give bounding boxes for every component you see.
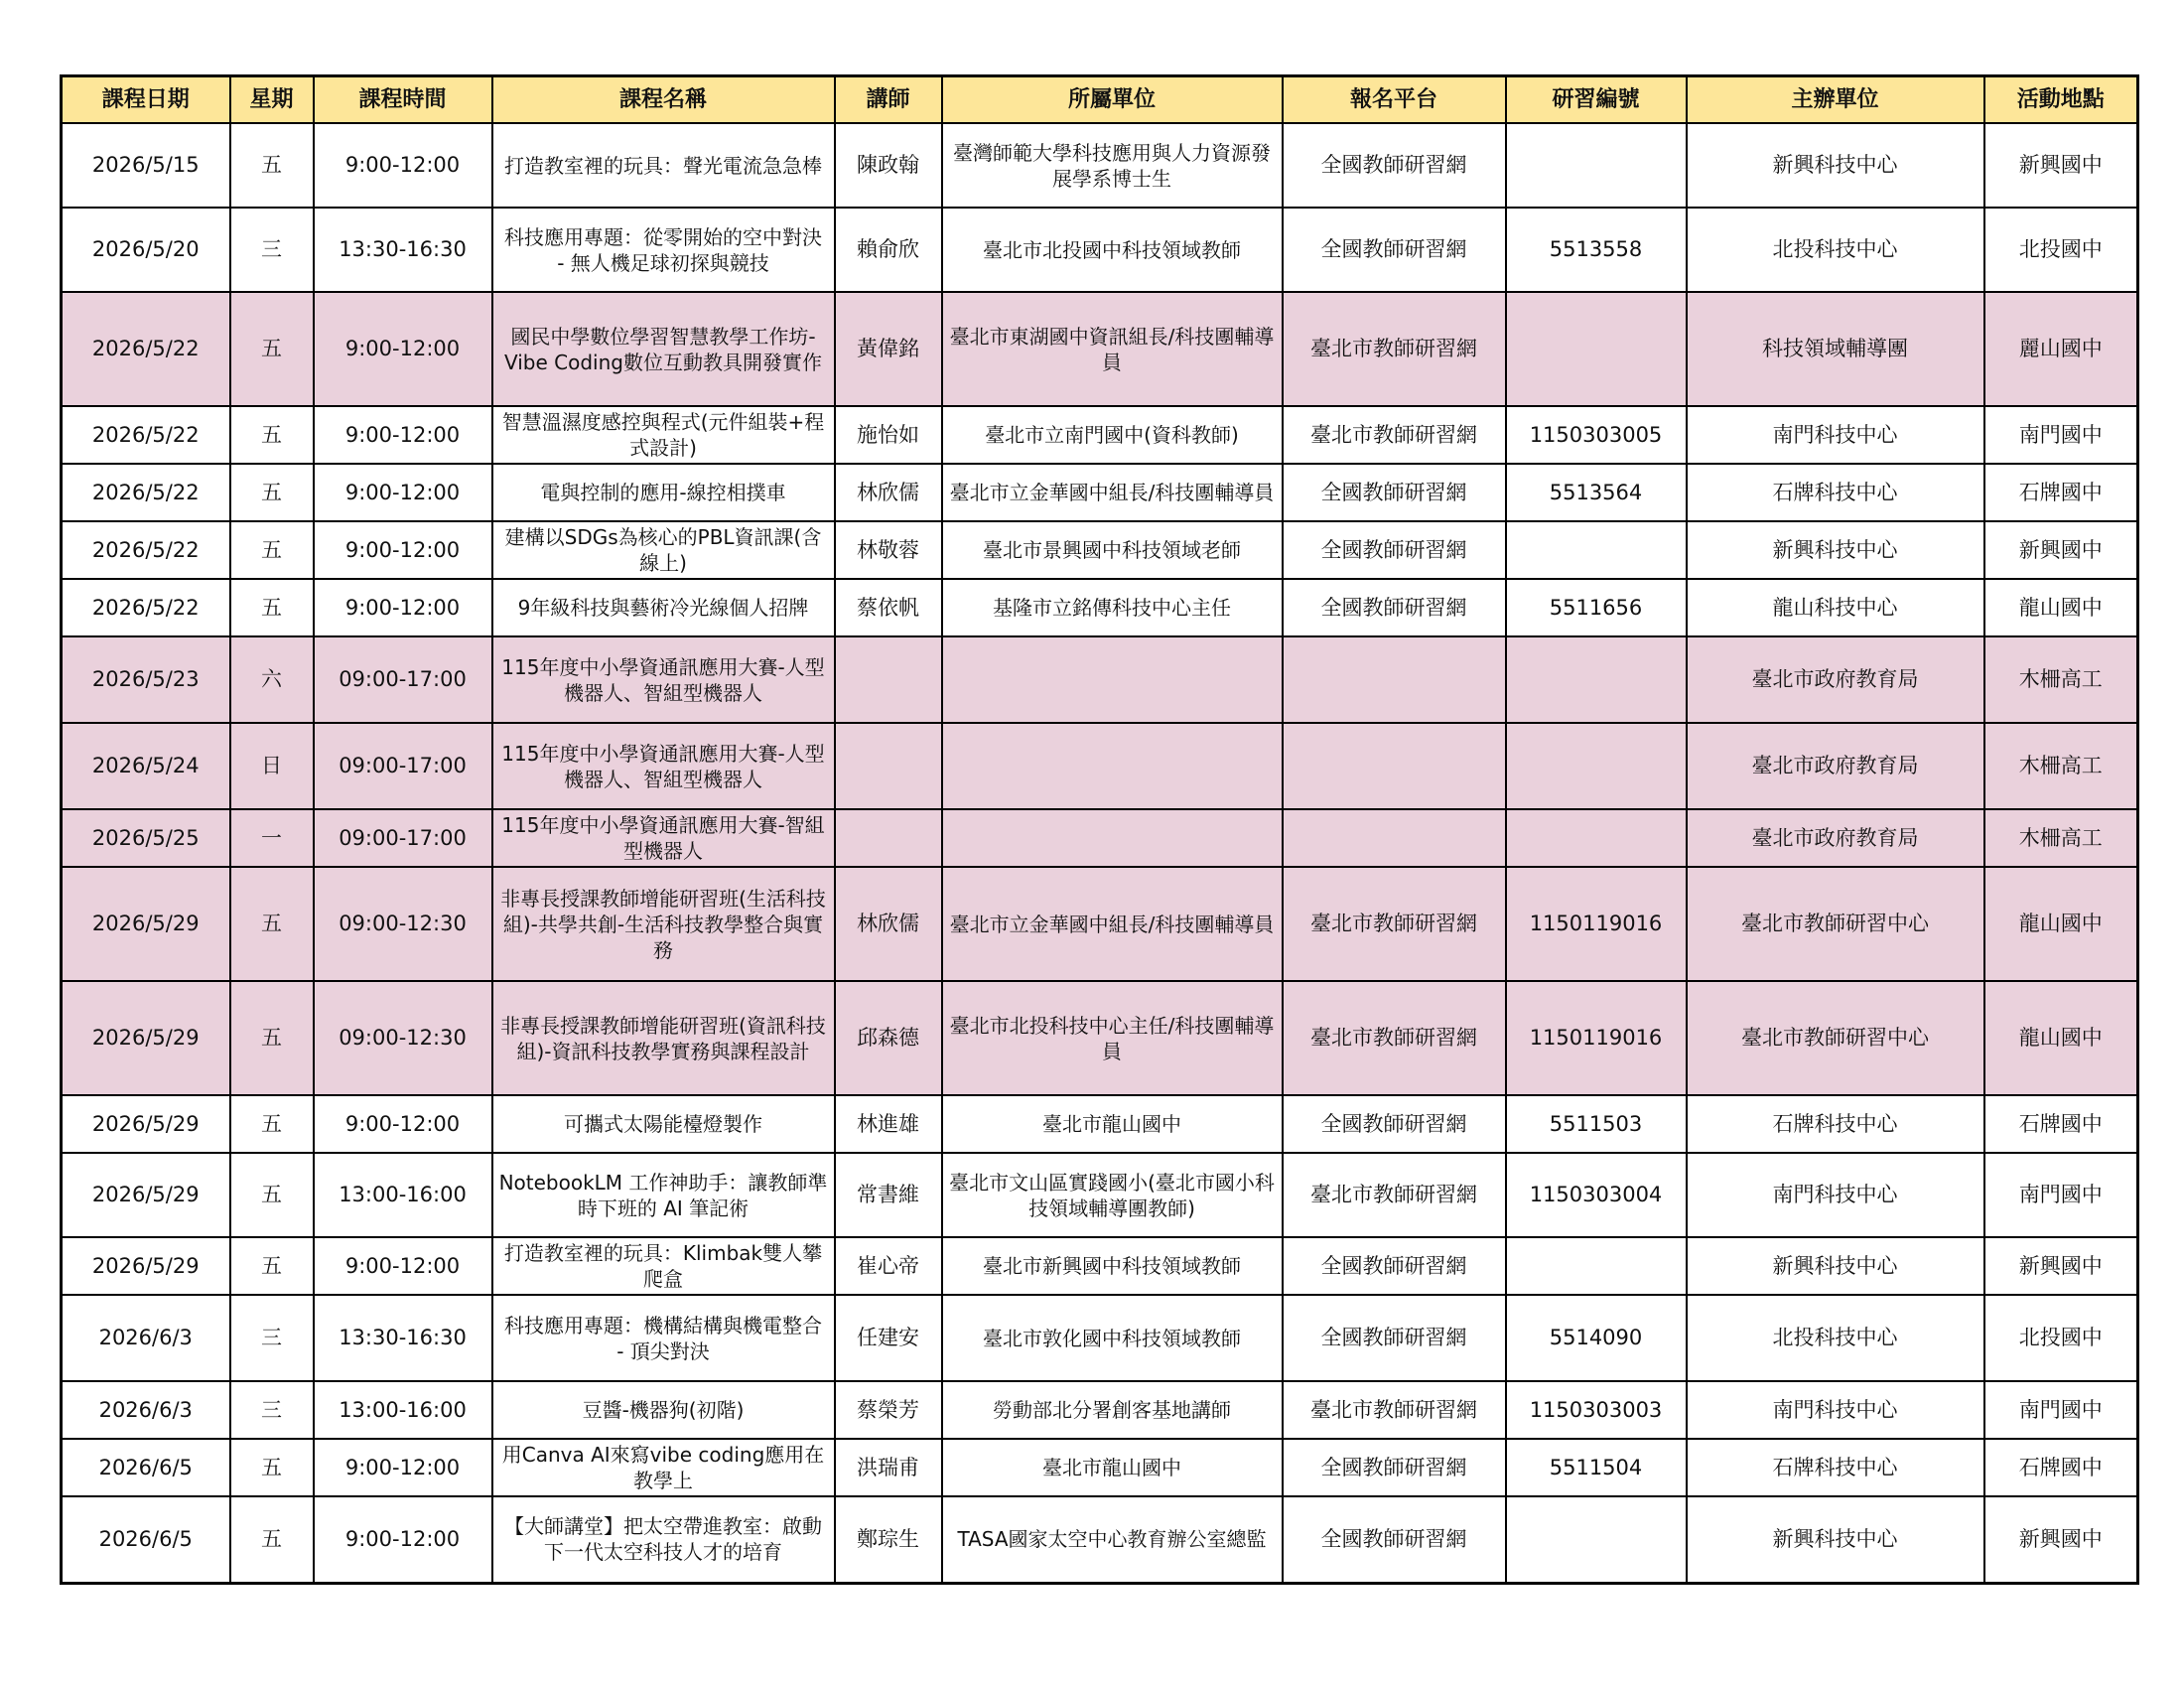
teacher-cell: 林進雄 — [835, 1095, 942, 1153]
platform-cell — [1283, 809, 1506, 867]
table-row — [62, 123, 2138, 208]
location-cell: 木柵高工 — [1984, 809, 2138, 867]
header-time: 課程時間 — [314, 76, 492, 124]
location-cell: 新興國中 — [1984, 521, 2138, 579]
teacher-cell: 施怡如 — [835, 406, 942, 464]
location-cell: 新興國中 — [1984, 1496, 2138, 1583]
unit-cell: 臺北市立南門國中(資科教師) — [942, 406, 1283, 464]
date-cell: 2026/5/22 — [62, 579, 230, 636]
platform-cell: 全國教師研習網 — [1283, 123, 1506, 208]
table-row — [62, 981, 2138, 1095]
weekday-cell: 五 — [230, 123, 314, 208]
organizer-cell: 新興科技中心 — [1687, 1496, 1984, 1583]
course-name-cell: 用Canva AI來寫vibe coding應用在教學上 — [492, 1439, 835, 1496]
unit-cell: 臺北市東湖國中資訊組長/科技團輔導員 — [942, 292, 1283, 406]
teacher-cell: 任建安 — [835, 1295, 942, 1381]
course-name-cell: 國民中學數位學習智慧教學工作坊-Vibe Coding數位互動教具開發實作 — [492, 292, 835, 406]
location-cell: 新興國中 — [1984, 1237, 2138, 1295]
course-name-cell: 豆醬-機器狗(初階) — [492, 1381, 835, 1439]
header-platform: 報名平台 — [1283, 76, 1506, 124]
location-cell: 北投國中 — [1984, 208, 2138, 292]
weekday-cell: 五 — [230, 1439, 314, 1496]
date-cell: 2026/5/22 — [62, 292, 230, 406]
date-cell: 2026/5/22 — [62, 406, 230, 464]
course-name-cell: 智慧溫濕度感控與程式(元件組裝+程式設計) — [492, 406, 835, 464]
header-course-name: 課程名稱 — [492, 76, 835, 124]
table-row — [62, 1095, 2138, 1153]
platform-cell: 臺北市教師研習網 — [1283, 981, 1506, 1095]
unit-cell: 臺北市景興國中科技領域老師 — [942, 521, 1283, 579]
table-row — [62, 464, 2138, 521]
course-name-cell: 【大師講堂】把太空帶進教室：啟動下一代太空科技人才的培育 — [492, 1496, 835, 1583]
header-weekday: 星期 — [230, 76, 314, 124]
weekday-cell: 五 — [230, 1237, 314, 1295]
weekday-cell: 三 — [230, 1295, 314, 1381]
location-cell: 石牌國中 — [1984, 1439, 2138, 1496]
course-name-cell: 打造教室裡的玩具：聲光電流急急棒 — [492, 123, 835, 208]
weekday-cell: 五 — [230, 867, 314, 981]
weekday-cell: 五 — [230, 521, 314, 579]
time-cell: 9:00-12:00 — [314, 123, 492, 208]
teacher-cell: 林敬蓉 — [835, 521, 942, 579]
platform-cell: 全國教師研習網 — [1283, 1439, 1506, 1496]
course-name-cell: NotebookLM 工作神助手：讓教師準時下班的 AI 筆記術 — [492, 1153, 835, 1237]
date-cell: 2026/5/22 — [62, 521, 230, 579]
date-cell: 2026/5/23 — [62, 636, 230, 723]
teacher-cell: 陳政翰 — [835, 123, 942, 208]
teacher-cell: 林欣儒 — [835, 867, 942, 981]
code-cell — [1506, 1496, 1687, 1583]
organizer-cell: 新興科技中心 — [1687, 123, 1984, 208]
course-schedule-table — [60, 74, 2139, 1585]
weekday-cell: 五 — [230, 464, 314, 521]
location-cell: 木柵高工 — [1984, 723, 2138, 809]
table-row — [62, 867, 2138, 981]
unit-cell: 臺北市立金華國中組長/科技團輔導員 — [942, 464, 1283, 521]
time-cell: 9:00-12:00 — [314, 1496, 492, 1583]
platform-cell: 臺北市教師研習網 — [1283, 867, 1506, 981]
platform-cell: 全國教師研習網 — [1283, 1237, 1506, 1295]
teacher-cell: 林欣儒 — [835, 464, 942, 521]
teacher-cell: 賴俞欣 — [835, 208, 942, 292]
course-name-cell: 打造教室裡的玩具：Klimbak雙人攀爬盒 — [492, 1237, 835, 1295]
header-location: 活動地點 — [1984, 76, 2138, 124]
unit-cell: 臺北市新興國中科技領域教師 — [942, 1237, 1283, 1295]
teacher-cell: 蔡榮芳 — [835, 1381, 942, 1439]
table-row — [62, 521, 2138, 579]
weekday-cell: 日 — [230, 723, 314, 809]
platform-cell: 全國教師研習網 — [1283, 579, 1506, 636]
time-cell: 9:00-12:00 — [314, 292, 492, 406]
location-cell: 南門國中 — [1984, 1153, 2138, 1237]
course-name-cell: 科技應用專題：從零開始的空中對決 - 無人機足球初探與競技 — [492, 208, 835, 292]
platform-cell: 臺北市教師研習網 — [1283, 292, 1506, 406]
teacher-cell: 崔心帝 — [835, 1237, 942, 1295]
teacher-cell — [835, 636, 942, 723]
table-row — [62, 292, 2138, 406]
unit-cell: 臺北市北投科技中心主任/科技團輔導員 — [942, 981, 1283, 1095]
organizer-cell: 石牌科技中心 — [1687, 464, 1984, 521]
organizer-cell: 臺北市教師研習中心 — [1687, 981, 1984, 1095]
unit-cell: 臺北市龍山國中 — [942, 1439, 1283, 1496]
time-cell: 13:30-16:30 — [314, 208, 492, 292]
organizer-cell: 新興科技中心 — [1687, 521, 1984, 579]
code-cell: 5511504 — [1506, 1439, 1687, 1496]
date-cell: 2026/5/15 — [62, 123, 230, 208]
course-name-cell: 115年度中小學資通訊應用大賽-人型機器人、智組型機器人 — [492, 723, 835, 809]
unit-cell: 臺灣師範大學科技應用與人力資源發展學系博士生 — [942, 123, 1283, 208]
teacher-cell — [835, 723, 942, 809]
location-cell: 麗山國中 — [1984, 292, 2138, 406]
time-cell: 9:00-12:00 — [314, 1439, 492, 1496]
teacher-cell: 洪瑞甫 — [835, 1439, 942, 1496]
table-row — [62, 1381, 2138, 1439]
table-row — [62, 1496, 2138, 1583]
table-row — [62, 208, 2138, 292]
platform-cell: 全國教師研習網 — [1283, 1295, 1506, 1381]
organizer-cell: 科技領域輔導團 — [1687, 292, 1984, 406]
organizer-cell: 臺北市政府教育局 — [1687, 809, 1984, 867]
date-cell: 2026/6/5 — [62, 1439, 230, 1496]
code-cell — [1506, 809, 1687, 867]
weekday-cell: 五 — [230, 1153, 314, 1237]
header-teacher: 講師 — [835, 76, 942, 124]
organizer-cell: 臺北市政府教育局 — [1687, 636, 1984, 723]
location-cell: 龍山國中 — [1984, 867, 2138, 981]
organizer-cell: 石牌科技中心 — [1687, 1095, 1984, 1153]
weekday-cell: 五 — [230, 1095, 314, 1153]
organizer-cell: 南門科技中心 — [1687, 1153, 1984, 1237]
time-cell: 9:00-12:00 — [314, 521, 492, 579]
course-name-cell: 可攜式太陽能檯燈製作 — [492, 1095, 835, 1153]
teacher-cell: 常書維 — [835, 1153, 942, 1237]
table-row — [62, 636, 2138, 723]
course-name-cell: 建構以SDGs為核心的PBL資訊課(含線上) — [492, 521, 835, 579]
weekday-cell: 五 — [230, 981, 314, 1095]
course-name-cell: 115年度中小學資通訊應用大賽-人型機器人、智組型機器人 — [492, 636, 835, 723]
platform-cell: 全國教師研習網 — [1283, 521, 1506, 579]
code-cell: 1150119016 — [1506, 867, 1687, 981]
organizer-cell: 北投科技中心 — [1687, 1295, 1984, 1381]
organizer-cell: 石牌科技中心 — [1687, 1439, 1984, 1496]
table-row — [62, 579, 2138, 636]
code-cell — [1506, 292, 1687, 406]
unit-cell: 勞動部北分署創客基地講師 — [942, 1381, 1283, 1439]
platform-cell: 全國教師研習網 — [1283, 1095, 1506, 1153]
location-cell: 南門國中 — [1984, 406, 2138, 464]
table-row — [62, 1153, 2138, 1237]
code-cell — [1506, 636, 1687, 723]
table-row — [62, 406, 2138, 464]
time-cell: 13:00-16:00 — [314, 1153, 492, 1237]
location-cell: 石牌國中 — [1984, 464, 2138, 521]
time-cell: 13:00-16:00 — [314, 1381, 492, 1439]
unit-cell — [942, 723, 1283, 809]
code-cell: 1150303005 — [1506, 406, 1687, 464]
teacher-cell: 黃偉銘 — [835, 292, 942, 406]
header-code: 研習編號 — [1506, 76, 1687, 124]
organizer-cell: 新興科技中心 — [1687, 1237, 1984, 1295]
unit-cell — [942, 636, 1283, 723]
time-cell: 9:00-12:00 — [314, 406, 492, 464]
date-cell: 2026/5/29 — [62, 981, 230, 1095]
weekday-cell: 三 — [230, 208, 314, 292]
location-cell: 龍山國中 — [1984, 981, 2138, 1095]
unit-cell: TASA國家太空中心教育辦公室總監 — [942, 1496, 1283, 1583]
weekday-cell: 三 — [230, 1381, 314, 1439]
course-name-cell: 電與控制的應用-線控相撲車 — [492, 464, 835, 521]
code-cell — [1506, 521, 1687, 579]
code-cell: 5513558 — [1506, 208, 1687, 292]
time-cell: 9:00-12:00 — [314, 464, 492, 521]
teacher-cell: 鄭琮生 — [835, 1496, 942, 1583]
table-row — [62, 809, 2138, 867]
date-cell: 2026/5/22 — [62, 464, 230, 521]
organizer-cell: 南門科技中心 — [1687, 406, 1984, 464]
platform-cell: 全國教師研習網 — [1283, 464, 1506, 521]
code-cell — [1506, 123, 1687, 208]
organizer-cell: 臺北市教師研習中心 — [1687, 867, 1984, 981]
course-name-cell: 非專長授課教師增能研習班(資訊科技組)-資訊科技教學實務與課程設計 — [492, 981, 835, 1095]
time-cell: 09:00-12:30 — [314, 867, 492, 981]
code-cell: 5511503 — [1506, 1095, 1687, 1153]
code-cell: 5513564 — [1506, 464, 1687, 521]
location-cell: 木柵高工 — [1984, 636, 2138, 723]
time-cell: 9:00-12:00 — [314, 1095, 492, 1153]
unit-cell: 臺北市敦化國中科技領域教師 — [942, 1295, 1283, 1381]
time-cell: 09:00-12:30 — [314, 981, 492, 1095]
unit-cell: 臺北市文山區實踐國小(臺北市國小科技領域輔導團教師) — [942, 1153, 1283, 1237]
organizer-cell: 北投科技中心 — [1687, 208, 1984, 292]
weekday-cell: 五 — [230, 579, 314, 636]
header-date: 課程日期 — [62, 76, 230, 124]
location-cell: 石牌國中 — [1984, 1095, 2138, 1153]
location-cell: 龍山國中 — [1984, 579, 2138, 636]
header-unit: 所屬單位 — [942, 76, 1283, 124]
code-cell: 5514090 — [1506, 1295, 1687, 1381]
location-cell: 北投國中 — [1984, 1295, 2138, 1381]
course-name-cell: 科技應用專題：機構結構與機電整合 - 頂尖對決 — [492, 1295, 835, 1381]
course-name-cell: 9年級科技與藝術冷光線個人招牌 — [492, 579, 835, 636]
unit-cell — [942, 809, 1283, 867]
course-name-cell: 非專長授課教師增能研習班(生活科技組)-共學共創-生活科技教學整合與實務 — [492, 867, 835, 981]
date-cell: 2026/5/29 — [62, 1095, 230, 1153]
date-cell: 2026/6/5 — [62, 1496, 230, 1583]
code-cell: 1150303003 — [1506, 1381, 1687, 1439]
date-cell: 2026/5/24 — [62, 723, 230, 809]
platform-cell: 全國教師研習網 — [1283, 208, 1506, 292]
location-cell: 新興國中 — [1984, 123, 2138, 208]
unit-cell: 臺北市立金華國中組長/科技團輔導員 — [942, 867, 1283, 981]
code-cell — [1506, 723, 1687, 809]
weekday-cell: 五 — [230, 292, 314, 406]
date-cell: 2026/6/3 — [62, 1381, 230, 1439]
table-row — [62, 1237, 2138, 1295]
date-cell: 2026/5/29 — [62, 1153, 230, 1237]
time-cell: 09:00-17:00 — [314, 723, 492, 809]
organizer-cell: 南門科技中心 — [1687, 1381, 1984, 1439]
header-organizer: 主辦單位 — [1687, 76, 1984, 124]
weekday-cell: 一 — [230, 809, 314, 867]
time-cell: 09:00-17:00 — [314, 809, 492, 867]
time-cell: 09:00-17:00 — [314, 636, 492, 723]
weekday-cell: 六 — [230, 636, 314, 723]
teacher-cell: 邱森德 — [835, 981, 942, 1095]
time-cell: 9:00-12:00 — [314, 579, 492, 636]
weekday-cell: 五 — [230, 406, 314, 464]
organizer-cell: 臺北市政府教育局 — [1687, 723, 1984, 809]
teacher-cell: 蔡依帆 — [835, 579, 942, 636]
platform-cell: 臺北市教師研習網 — [1283, 406, 1506, 464]
date-cell: 2026/5/29 — [62, 1237, 230, 1295]
code-cell: 5511656 — [1506, 579, 1687, 636]
code-cell — [1506, 1237, 1687, 1295]
date-cell: 2026/5/20 — [62, 208, 230, 292]
code-cell: 1150119016 — [1506, 981, 1687, 1095]
weekday-cell: 五 — [230, 1496, 314, 1583]
time-cell: 13:30-16:30 — [314, 1295, 492, 1381]
unit-cell: 臺北市龍山國中 — [942, 1095, 1283, 1153]
date-cell: 2026/6/3 — [62, 1295, 230, 1381]
course-name-cell: 115年度中小學資通訊應用大賽-智組型機器人 — [492, 809, 835, 867]
header-row — [62, 76, 2138, 124]
teacher-cell — [835, 809, 942, 867]
organizer-cell: 龍山科技中心 — [1687, 579, 1984, 636]
platform-cell — [1283, 636, 1506, 723]
unit-cell: 基隆市立銘傳科技中心主任 — [942, 579, 1283, 636]
table-row — [62, 1295, 2138, 1381]
platform-cell — [1283, 723, 1506, 809]
date-cell: 2026/5/29 — [62, 867, 230, 981]
table-row — [62, 723, 2138, 809]
platform-cell: 全國教師研習網 — [1283, 1496, 1506, 1583]
platform-cell: 臺北市教師研習網 — [1283, 1153, 1506, 1237]
location-cell: 南門國中 — [1984, 1381, 2138, 1439]
table-row — [62, 1439, 2138, 1496]
time-cell: 9:00-12:00 — [314, 1237, 492, 1295]
unit-cell: 臺北市北投國中科技領域教師 — [942, 208, 1283, 292]
date-cell: 2026/5/25 — [62, 809, 230, 867]
platform-cell: 臺北市教師研習網 — [1283, 1381, 1506, 1439]
code-cell: 1150303004 — [1506, 1153, 1687, 1237]
